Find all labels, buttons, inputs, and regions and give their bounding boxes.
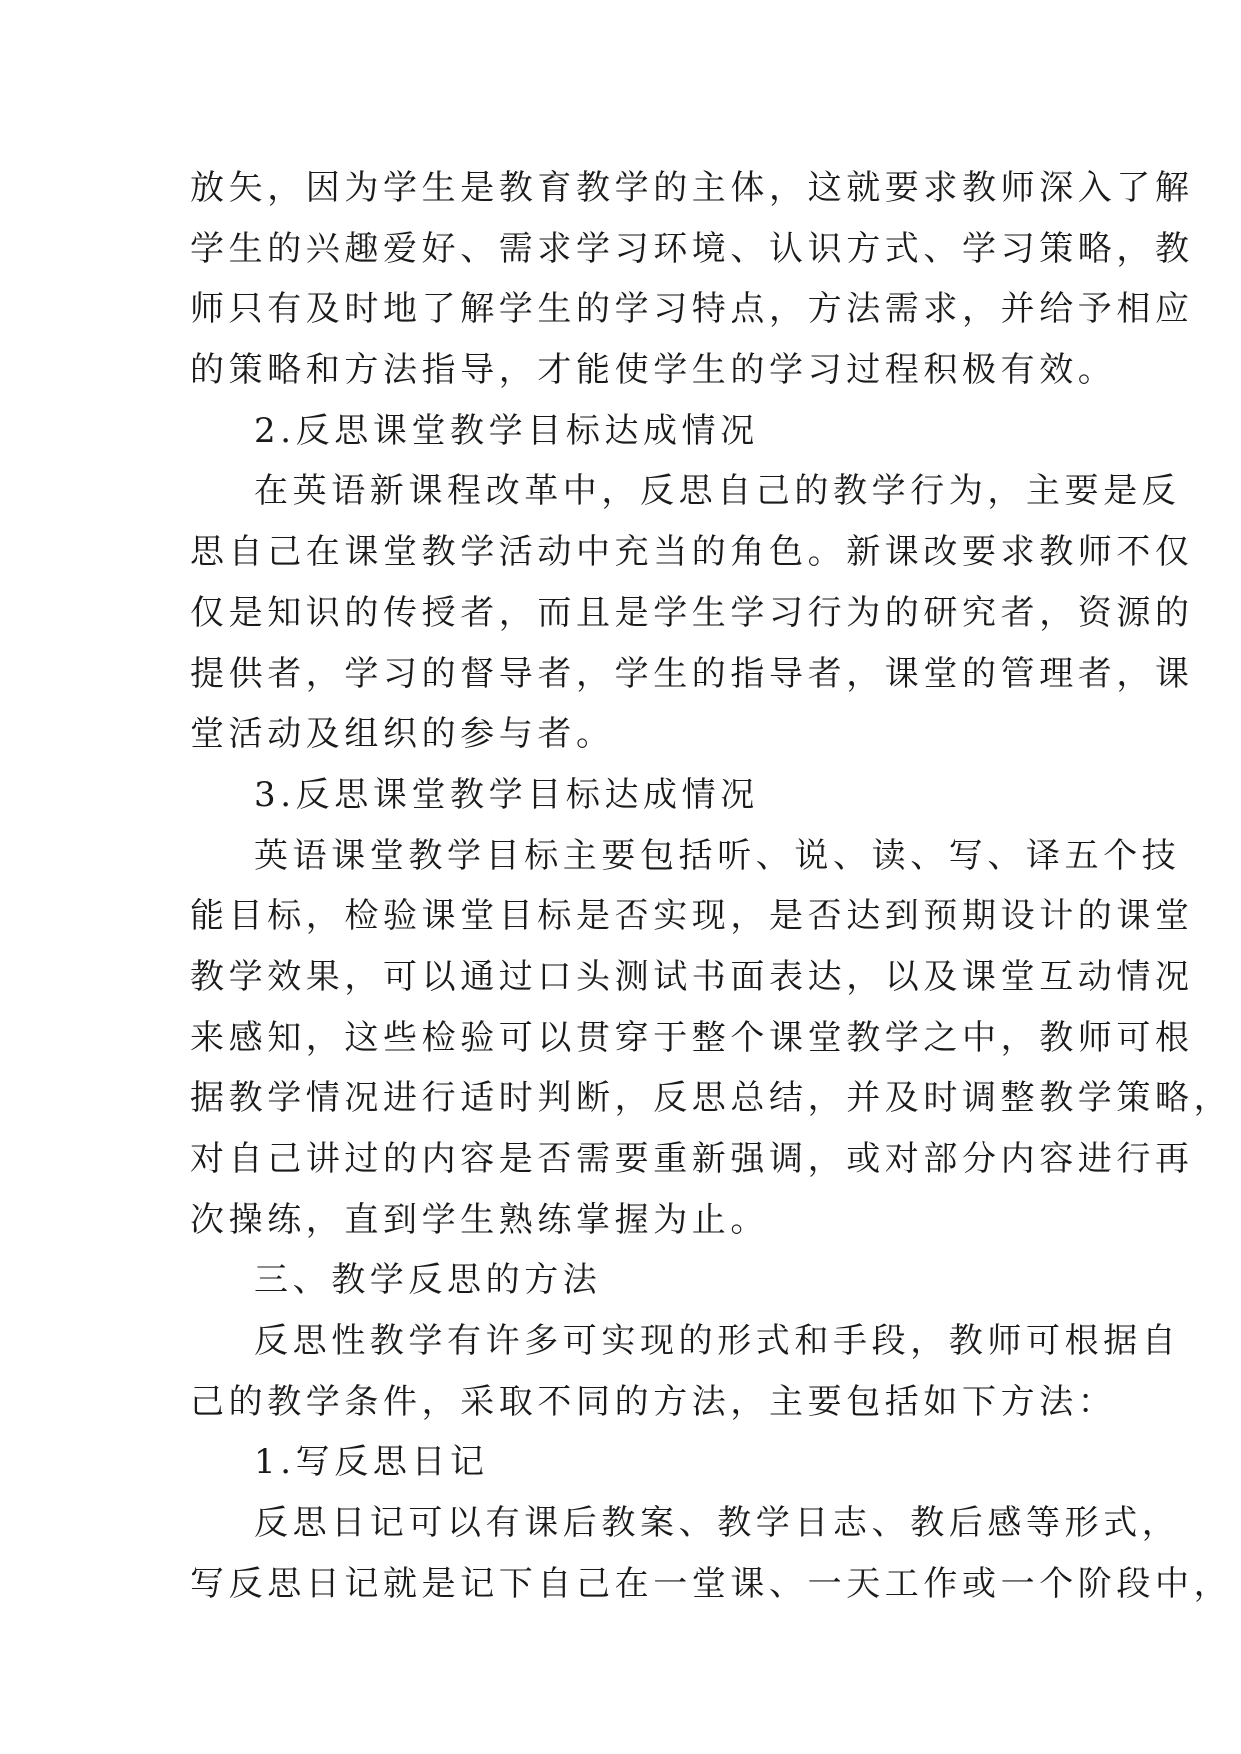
text-line: 教学效果，可以通过口头测试书面表达，以及课堂互动情况 xyxy=(190,956,1194,997)
section-heading: 3.反思课堂教学目标达成情况 xyxy=(254,774,759,815)
text-line: 仅是知识的传授者，而且是学生学习行为的研究者，资源的 xyxy=(190,592,1194,633)
text-line: 英语课堂教学目标主要包括听、说、读、写、译五个技 xyxy=(254,835,1181,876)
text-line: 思自己在课堂教学活动中充当的角色。新课改要求教师不仅 xyxy=(190,532,1194,573)
section-heading: 三、教学反思的方法 xyxy=(254,1260,602,1301)
text-line: 反思性教学有许多可实现的形式和手段，教师可根据自 xyxy=(254,1321,1181,1362)
text-line: 据教学情况进行适时判断，反思总结，并及时调整教学策略， xyxy=(190,1078,1233,1119)
text-line: 的策略和方法指导，才能使学生的学习过程积极有效。 xyxy=(190,350,1117,391)
text-line: 对自己讲过的内容是否需要重新强调，或对部分内容进行再 xyxy=(190,1139,1194,1179)
section-heading: 2.反思课堂教学目标达成情况 xyxy=(254,410,759,451)
text-line: 来感知，这些检验可以贯穿于整个课堂教学之中，教师可根 xyxy=(190,1017,1194,1058)
text-line: 己的教学条件，采取不同的方法，主要包括如下方法： xyxy=(190,1381,1117,1422)
text-line: 提供者，学习的督导者，学生的指导者，课堂的管理者，课 xyxy=(190,653,1194,694)
text-line: 在英语新课程改革中，反思自己的教学行为，主要是反 xyxy=(254,471,1181,512)
text-line: 放矢，因为学生是教育教学的主体，这就要求教师深入了解 xyxy=(190,168,1194,208)
text-line: 反思日记可以有课后教案、教学日志、教后感等形式， xyxy=(254,1503,1181,1544)
section-heading: 1.写反思日记 xyxy=(254,1442,489,1483)
text-line: 次操练，直到学生熟练掌握为止。 xyxy=(190,1199,769,1240)
text-line: 师只有及时地了解学生的学习特点，方法需求，并给予相应 xyxy=(190,289,1194,330)
text-line: 学生的兴趣爱好、需求学习环境、认识方式、学习策略，教 xyxy=(190,228,1194,269)
text-line: 能目标，检验课堂目标是否实现，是否达到预期设计的课堂 xyxy=(190,896,1194,937)
body-text xyxy=(190,158,1233,1615)
text-line: 写反思日记就是记下自己在一堂课、一天工作或一个阶段中， xyxy=(190,1563,1233,1604)
text-line: 堂活动及组织的参与者。 xyxy=(190,714,615,755)
